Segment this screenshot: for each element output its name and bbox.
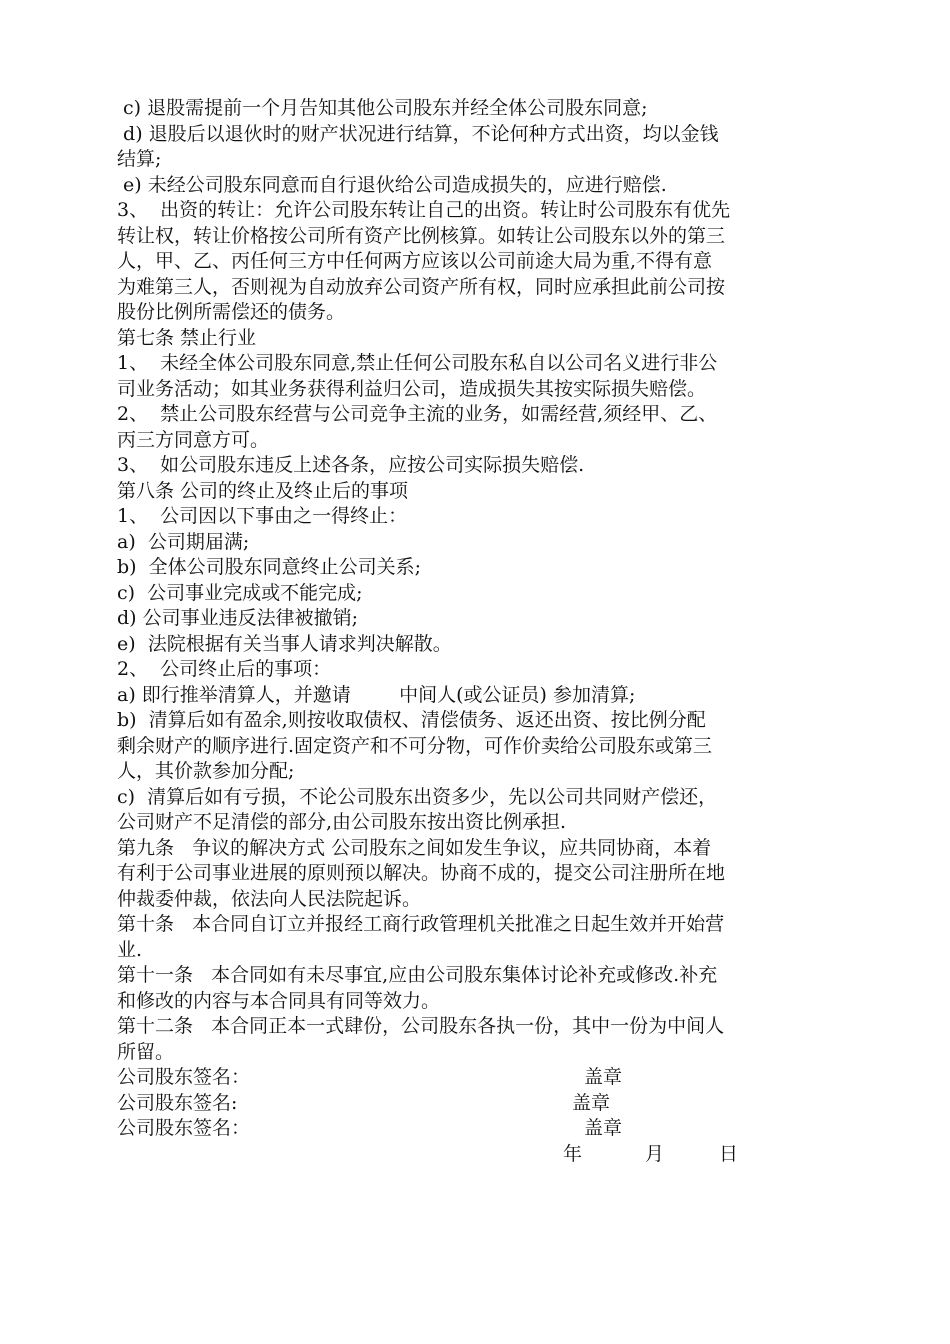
text-line: 3、 如公司股东违反上述各条，应按公司实际损失赔偿. <box>117 454 585 476</box>
signature-label: 公司股东签名： <box>117 1066 251 1088</box>
text-line: 转让权，转让价格按公司所有资产比例核算。如转让公司股东以外的第三 <box>117 224 726 247</box>
contract-body <box>117 96 839 1167</box>
signature-row <box>117 1091 839 1117</box>
text-line: 1、 公司因以下事由之一得终止： <box>117 505 408 527</box>
text-line: 为难第三人，否则视为自动放弃公司资产所有权，同时应承担此前公司按 <box>117 275 726 298</box>
section-heading: 第十条 本合同自订立并报经工商行政管理机关批准之日起生效并开始营 <box>117 913 725 935</box>
text-line: 3、 出资的转让：允许公司股东转让自己的出资。转让时公司股东有优先 <box>117 199 731 221</box>
date-line <box>117 1142 839 1168</box>
text-line: 剩余财产的顺序进行.固定资产和不可分物，可作价卖给公司股东或第三 <box>117 734 713 757</box>
text-line: 2、 公司终止后的事项： <box>117 658 332 680</box>
text-line: 业. <box>117 938 143 961</box>
signature-label: 公司股东签名: <box>117 1091 238 1114</box>
section-heading: 第七条 禁止行业 <box>117 326 257 349</box>
text-line: 丙三方同意方可。 <box>117 428 270 451</box>
date-day: 日 <box>719 1142 739 1165</box>
signature-row <box>117 1065 839 1091</box>
section-heading: 第十一条 本合同如有未尽事宜,应由公司股东集体讨论补充或修改.补充 <box>117 964 718 986</box>
text-line: c) 清算后如有亏损，不论公司股东出资多少，先以公司共同财产偿还， <box>117 785 718 808</box>
date-year: 年 <box>563 1142 583 1165</box>
seal-label: 盖章 <box>584 1066 623 1088</box>
text-line: a) 公司期届满; <box>117 530 250 553</box>
section-heading: 第十二条 本合同正本一式肆份，公司股东各执一份，其中一份为中间人 <box>117 1015 725 1037</box>
text-line: 结算; <box>117 148 162 170</box>
text-line: 司业务活动；如其业务获得利益归公司，造成损失其按实际损失赔偿。 <box>117 377 707 400</box>
text-line: c) 退股需提前一个月告知其他公司股东并经全体公司股东同意; <box>117 97 648 119</box>
text-line: 股份比例所需偿还的债务。 <box>117 301 346 323</box>
text-line: d) 公司事业违反法律被撤销; <box>117 607 359 629</box>
seal-label: 盖章 <box>572 1091 611 1114</box>
date-month: 月 <box>645 1142 665 1165</box>
text-line: 公司财产不足清偿的部分,由公司股东按出资比例承担. <box>117 811 567 833</box>
text-line: 人，甲、乙、丙任何三方中任何两方应该以公司前途大局为重,不得有意 <box>117 250 713 272</box>
text-line: 1、 未经全体公司股东同意,禁止任何公司股东私自以公司名义进行非公 <box>117 352 718 374</box>
text-line: 仲裁委仲裁，依法向人民法院起诉。 <box>117 887 422 910</box>
seal-label: 盖章 <box>584 1117 623 1139</box>
text-line: a) 即行推举清算人，并邀请 中间人(或公证员) 参加清算; <box>117 683 636 706</box>
text-line: d) 退股后以退伙时的财产状况进行结算，不论何种方式出资，均以金钱 <box>117 122 719 145</box>
text-line: 所留。 <box>117 1040 175 1063</box>
section-heading: 第九条 争议的解决方式 公司股东之间如发生争议，应共同协商，本着 <box>117 836 712 859</box>
text-line: 有利于公司事业进展的原则预以解决。协商不成的，提交公司注册所在地 <box>117 862 726 884</box>
text-line: c) 公司事业完成或不能完成; <box>117 581 363 604</box>
text-line: 人，其价款参加分配; <box>117 760 295 782</box>
text-line: 和修改的内容与本合同具有同等效力。 <box>117 989 441 1012</box>
text-line: e) 未经公司股东同意而自行退伙给公司造成损失的，应进行赔偿. <box>117 173 667 196</box>
text-line: e) 法院根据有关当事人请求判决解散。 <box>117 632 452 655</box>
signature-row <box>117 1116 839 1142</box>
text-line: b) 清算后如有盈余,则按收取债权、清偿债务、返还出资、按比例分配 <box>117 709 706 731</box>
text-line: b) 全体公司股东同意终止公司关系; <box>117 556 422 578</box>
text-line: 2、 禁止公司股东经营与公司竞争主流的业务，如需经营,须经甲、乙、 <box>117 403 718 425</box>
signature-label: 公司股东签名： <box>117 1117 251 1139</box>
section-heading: 第八条 公司的终止及终止后的事项 <box>117 479 409 502</box>
